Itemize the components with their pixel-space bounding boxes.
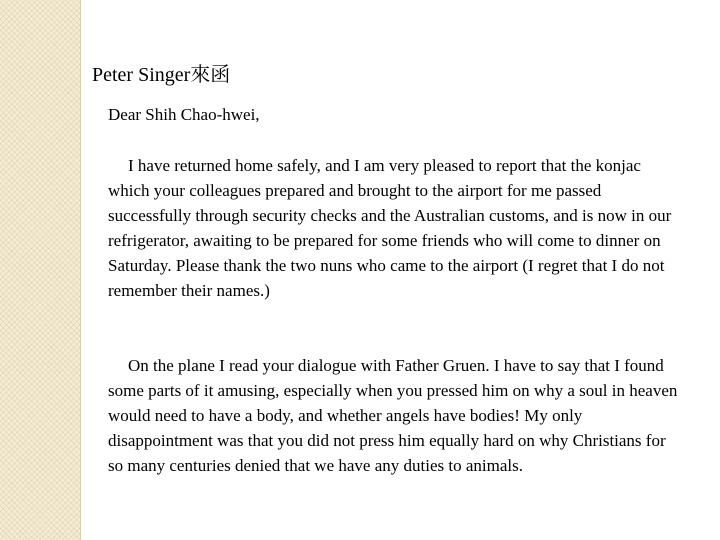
- letter-paragraph-1: I have returned home safely, and I am very pleased to report that the konjac which your colleagues prepared and brought to the airport for me passed successfully through security checks and the Australian customs, and is now in our refrigerator, awaiting to be prepared for some friends who will come to dinner on Saturday. Please thank the two nuns who came to the airport (I regret that I do not remember their names.): [108, 156, 672, 300]
- letter-salutation: Dear Shih Chao-hwei,: [108, 105, 260, 124]
- letter-paragraph-2: On the plane I read your dialogue with Father Gruen. I have to say that I found some parts of it amusing, especially when you pressed him on why a soul in heaven would need to have a body, and whether angels have bodies! My only disappointment was that you did not press him equally hard on why Christians for so many centuries denied that we have any duties to animals.: [108, 356, 678, 475]
- slide-title: Peter Singer來函: [92, 64, 231, 86]
- decorative-side-strip: [0, 0, 80, 540]
- strip-divider: [80, 0, 81, 540]
